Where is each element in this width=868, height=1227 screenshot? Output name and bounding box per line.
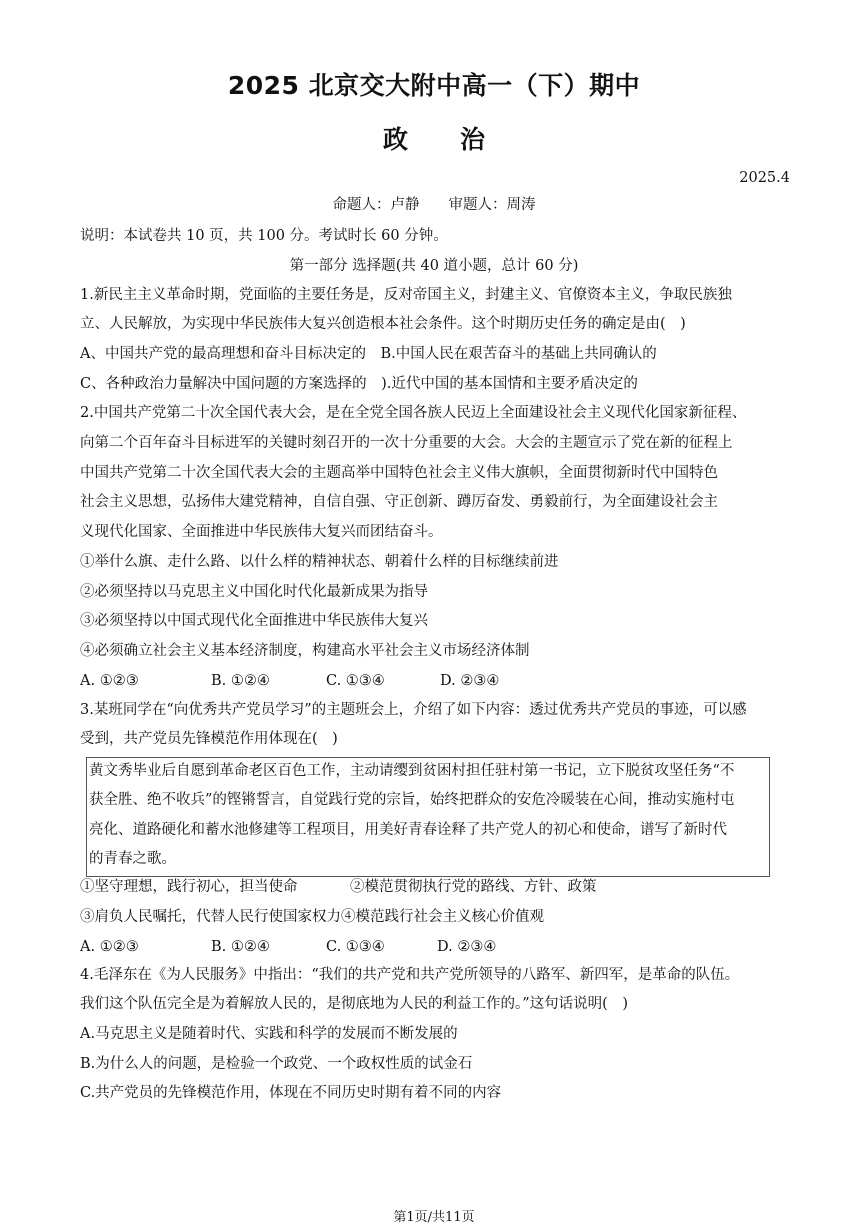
q2-stem-line-1: 2.中国共产党第二十次全国代表大会，是在全党全国各族人民迈上全面建设社会主义现代化国家新征程、 bbox=[80, 405, 747, 421]
q3-stem-line-1: 3.某班同学在“向优秀共产党员学习”的主题班会上，介绍了如下内容：透过优秀共产党员的事迹，可以感 bbox=[80, 702, 747, 718]
exam-note: 说明：本试卷共 10 页，共 100 分。考试时长 60 分钟。 bbox=[80, 228, 448, 244]
q2-stem-line-2: 向第二个百年奋斗目标进军的关键时刻召开的一次十分重要的大会。大会的主题宣示了党在新的征程上 bbox=[80, 435, 733, 451]
q2-option-b: B. ①②④ bbox=[211, 673, 270, 689]
q3-option-c: C. ①③④ bbox=[326, 939, 385, 955]
q2-item-4: ④必须确立社会主义基本经济制度，构建高水平社会主义市场经济体制 bbox=[80, 643, 530, 659]
q3-option-a: A. ①②③ bbox=[80, 939, 139, 955]
q2-stem-line-5: 义现代化国家、全面推进中华民族伟大复兴而团结奋斗。 bbox=[80, 524, 443, 540]
q3-material-box bbox=[86, 757, 770, 877]
q3-material-line-3: 亮化、道路硬化和蓄水池修建等工程项目，用美好青春诠释了共产党人的初心和使命，谱写了新时代 bbox=[89, 822, 727, 838]
q3-stem-line-2: 受到，共产党员先锋模范作用体现在( ) bbox=[80, 731, 338, 747]
q2-item-3: ③必须坚持以中国式现代化全面推进中华民族伟大复兴 bbox=[80, 613, 428, 629]
q2-option-a: A. ①②③ bbox=[80, 673, 139, 689]
exam-date: 2025.4 bbox=[739, 170, 790, 186]
q3-option-d: D. ②③④ bbox=[437, 939, 497, 955]
q3-material-line-4: 的青春之歌。 bbox=[89, 851, 176, 867]
q4-option-a: A.马克思主义是随着时代、实践和科学的发展而不断发展的 bbox=[80, 1026, 458, 1042]
q3-item-3-4: ③肩负人民嘱托，代替人民行使国家权力④模范践行社会主义核心价值观 bbox=[80, 909, 544, 925]
q2-option-d: D. ②③④ bbox=[440, 673, 500, 689]
q2-option-c: C. ①③④ bbox=[326, 673, 385, 689]
q3-item-2: ②模范贯彻执行党的路线、方针、政策 bbox=[350, 879, 597, 895]
q3-material-line-1: 黄文秀毕业后自愿到革命老区百色工作，主动请缨到贫困村担任驻村第一书记，立下脱贫攻坚任务“不 bbox=[89, 763, 735, 779]
q4-option-c: C.共产党员的先锋模范作用，体现在不同历史时期有着不同的内容 bbox=[80, 1085, 502, 1101]
q1-options-line-1: A、中国共产党的最高理想和奋斗目标决定的 B.中国人民在艰苦奋斗的基础上共同确认的 bbox=[80, 346, 657, 362]
q2-stem-line-3: 中国共产党第二十次全国代表大会的主题高举中国特色社会主义伟大旗帜，全面贯彻新时代中国特色 bbox=[80, 465, 718, 481]
q1-stem-line-1: 1.新民主主义革命时期，党面临的主要任务是，反对帝国主义，封建主义、官僚资本主义，争取民族独 bbox=[80, 287, 732, 303]
q2-stem-line-4: 社会主义思想，弘扬伟大建党精神，自信自强、守正创新、蹲厉奋发、勇毅前行，为全面建设社会主 bbox=[80, 494, 718, 510]
exam-title: 2025 北京交大附中高一（下）期中 bbox=[227, 71, 641, 100]
part-one-heading: 第一部分 选择题(共 40 道小题，总计 60 分) bbox=[289, 258, 579, 274]
q2-item-2: ②必须坚持以马克思主义中国化时代化最新成果为指导 bbox=[80, 584, 428, 600]
q3-material-line-2: 获全胜、绝不收兵”的铿锵誓言，自觉践行党的宗旨，始终把群众的安危冷暖装在心间，推动实施村屯 bbox=[89, 792, 735, 808]
exam-authors: 命题人：卢静 审题人：周涛 bbox=[332, 197, 536, 213]
q1-options-line-2: C、各种政治力量解决中国问题的方案选择的 ).近代中国的基本国情和主要矛盾决定的 bbox=[80, 376, 638, 392]
q1-stem-line-2: 立、人民解放，为实现中华民族伟大复兴创造根本社会条件。这个时期历史任务的确定是由( ) bbox=[80, 316, 686, 332]
page-number: 第1页/共11页 bbox=[393, 1210, 475, 1225]
q3-item-1: ①坚守理想，践行初心，担当使命 bbox=[80, 879, 298, 895]
q4-stem-line-2: 我们这个队伍完全是为着解放人民的，是彻底地为人民的利益工作的。”这句话说明( ) bbox=[80, 996, 628, 1012]
q2-item-1: ①举什么旗、走什么路、以什么样的精神状态、朝着什么样的目标继续前进 bbox=[80, 554, 559, 570]
q4-stem-line-1: 4.毛泽东在《为人民服务》中指出：“我们的共产党和共产党所领导的八路军、新四军，是革命的队伍。 bbox=[80, 967, 740, 983]
exam-subject: 政治 bbox=[382, 125, 537, 154]
q3-option-b: B. ①②④ bbox=[211, 939, 270, 955]
q4-option-b: B.为什么人的问题，是检验一个政党、一个政权性质的试金石 bbox=[80, 1056, 473, 1072]
